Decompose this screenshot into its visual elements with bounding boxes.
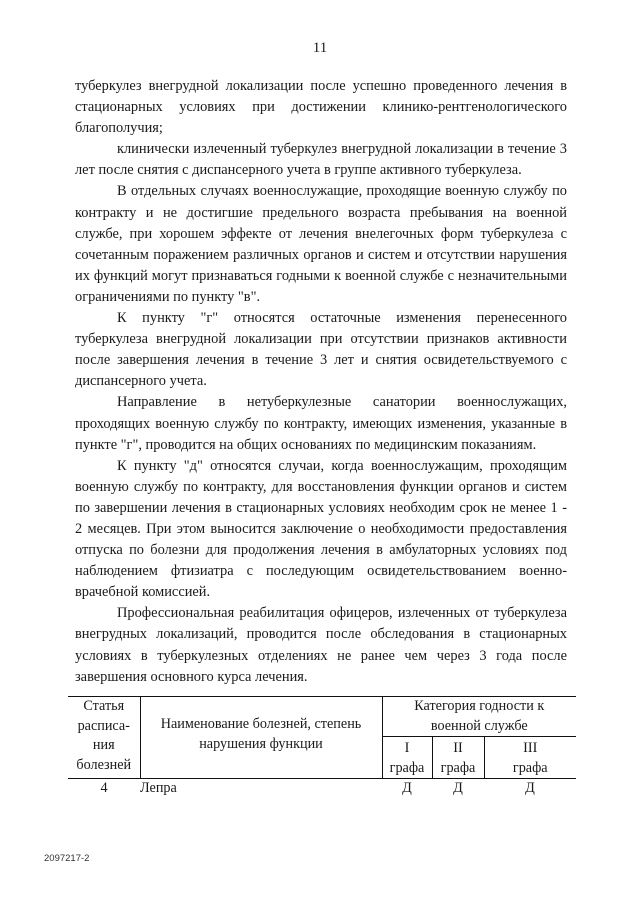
column-iii-header: III графа xyxy=(512,740,548,776)
disease-schedule-table xyxy=(68,696,576,799)
paragraph: Профессиональная реабилитация офицеров, излеченных от туберкулеза внегрудных локализаций, проводится после обследования в стационарных условиях в туберкулезных отделениях не ранее чем через 3 года после завершения основного курса лечения. xyxy=(75,605,567,685)
document-code: 2097217-2 xyxy=(44,853,90,864)
paragraph: В отдельных случаях военнослужащие, проходящие военную службу по контракту и не достигшие предельного возраста пребывания на военной службе, при хорошем эффекте от лечения внелегочных форм туберкулеза с сочетанным поражением различных органов и систем и отсутствии нарушения их функций могут признаваться годными к военной службе с незначительными ограничениями по пункту "в". xyxy=(75,183,567,305)
table-row xyxy=(68,779,576,799)
paragraph: К пункту "д" относятся случаи, когда военнослужащим, проходящим военную службу по контракту, для восстановления функции органов и систем по завершении лечения в стационарных условиях необходим срок не менее 1 - 2 месяцев. При этом выносится заключение о необходимости предоставления отпуска по болезни для продолжения лечения в амбулаторных условиях под наблюдением фтизиатра с последующим освидетельствованием военно-врачебной комиссией. xyxy=(75,457,567,601)
column-i-header: I графа xyxy=(382,737,432,779)
paragraph: Направление в нетуберкулезные санатории военнослужащих, проходящих военную службу по контракту, имеющих изменения, указанные в пункте "г", проводится на общих основаниях по медицинским показаниям. xyxy=(75,394,567,453)
category-ii-value: Д xyxy=(453,780,463,796)
article-number: 4 xyxy=(100,780,108,796)
category-i-value: Д xyxy=(402,780,412,796)
paragraph: туберкулез внегрудной локализации после успешно проведенного лечения в стационарных условиях при достижении клинико-рентгенологического благополучия; xyxy=(75,78,567,137)
fitness-category-header: Категория годности к военной службе xyxy=(382,697,576,737)
paragraph: К пункту "г" относятся остаточные изменения перенесенного туберкулеза внегрудной локализации при отсутствии признаков активности после завершения лечения в течение 3 лет и снятия освидетельствуемого с диспансерного учета. xyxy=(75,310,567,390)
disease-name-header: Наименование болезней, степень нарушения функции xyxy=(140,697,382,779)
body-text xyxy=(75,76,567,688)
page-number: 11 xyxy=(312,40,328,56)
disease-name: Лепра xyxy=(140,780,177,796)
article-header: Статья расписа- ния болезней xyxy=(68,697,140,779)
paragraph: клинически излеченный туберкулез внегрудной локализации в течение 3 лет после снятия с диспансерного учета в группе активного туберкулеза. xyxy=(75,141,567,179)
category-iii-value: Д xyxy=(525,780,535,796)
column-ii-header: II графа xyxy=(432,737,484,779)
